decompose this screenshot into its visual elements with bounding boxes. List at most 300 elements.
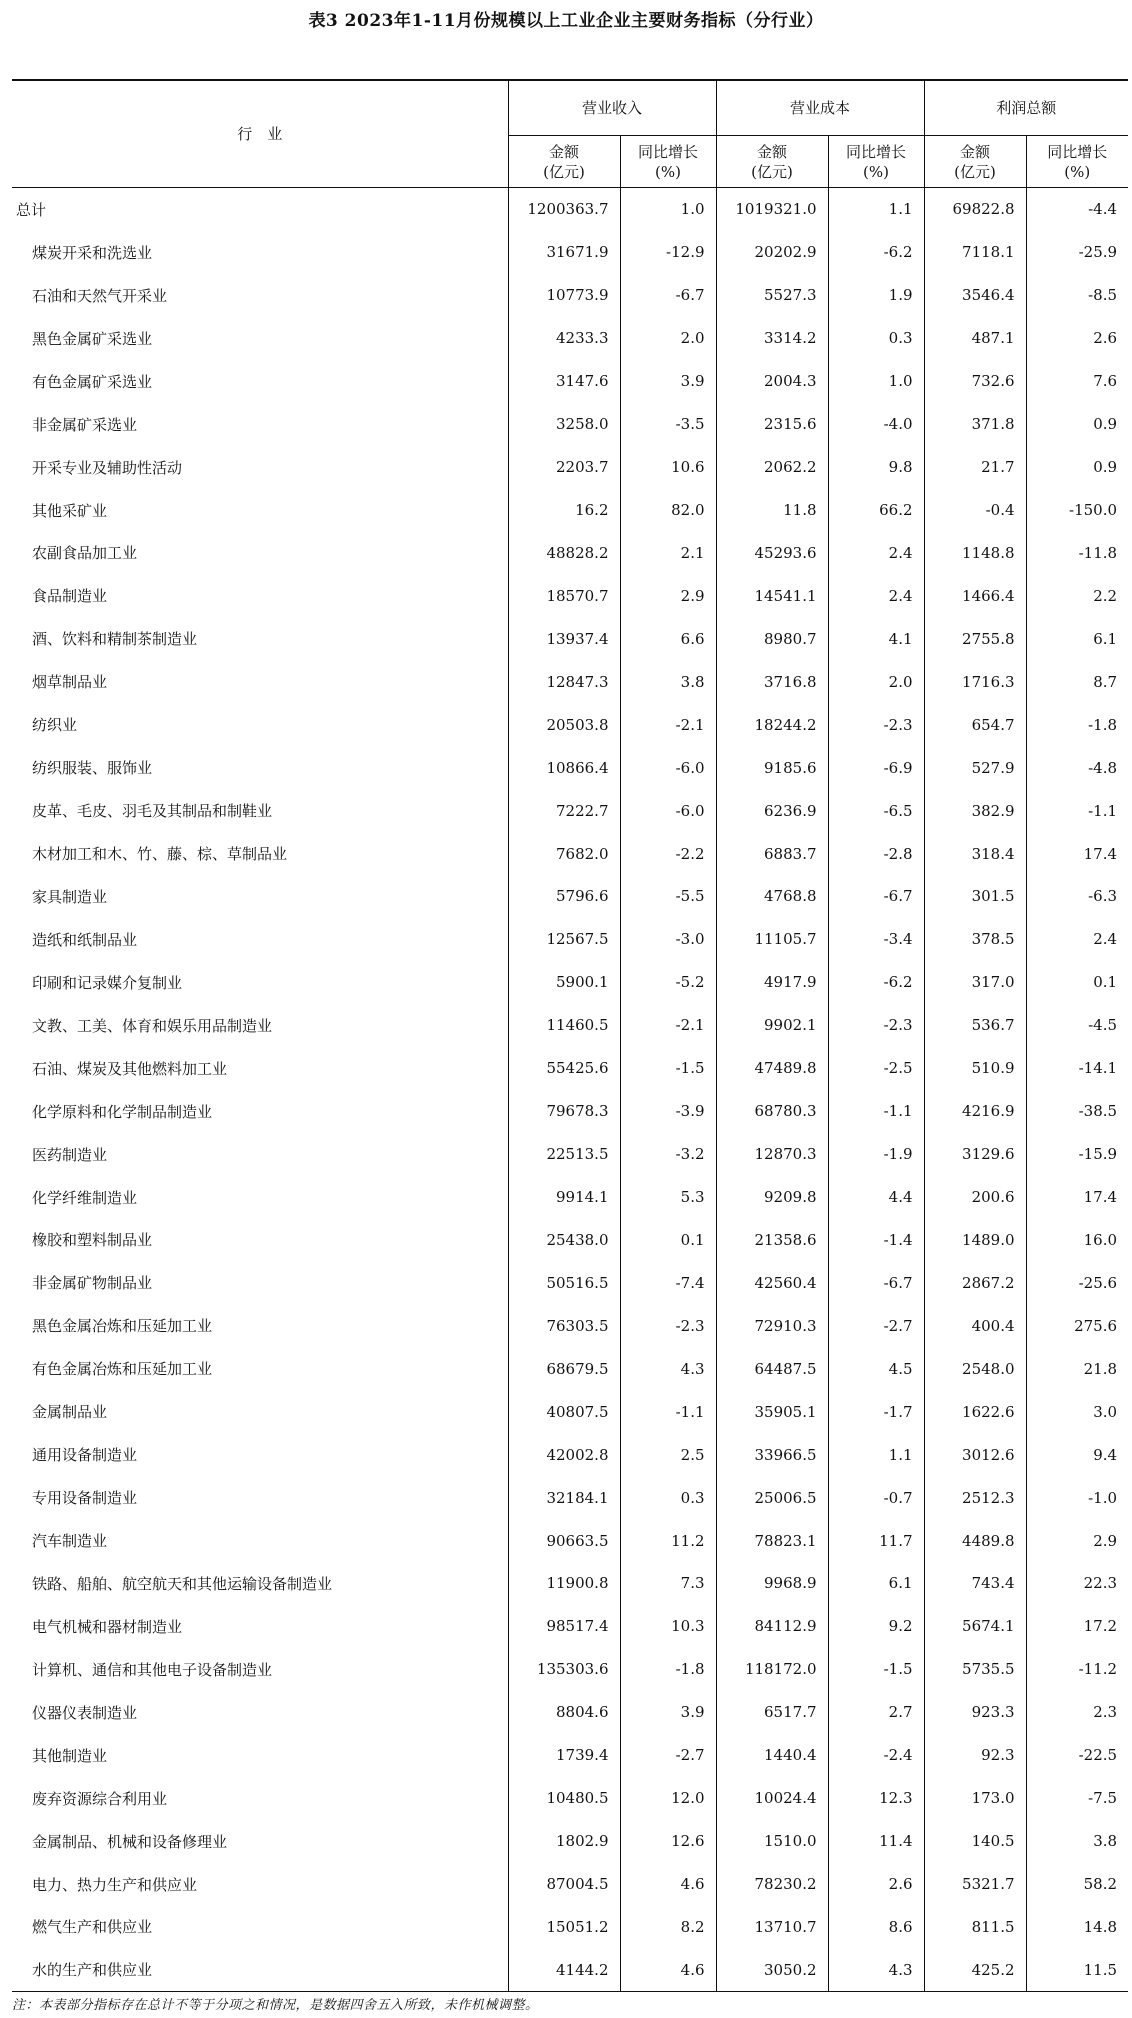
- cost-amount-cell: 1019321.0: [716, 188, 828, 231]
- revenue-growth-cell: 4.6: [620, 1948, 716, 1991]
- revenue-growth-cell: 10.3: [620, 1605, 716, 1648]
- profit-growth-header: 同比增长 (%): [1026, 136, 1128, 188]
- profit-growth-cell: 2.6: [1026, 317, 1128, 360]
- revenue-amount-cell: 4144.2: [508, 1948, 620, 1991]
- revenue-growth-cell: 3.9: [620, 360, 716, 403]
- industry-name: 其他采矿业: [32, 501, 108, 520]
- profit-amount-cell: 5674.1: [924, 1605, 1026, 1648]
- profit-growth-cell: -4.4: [1026, 188, 1128, 231]
- table-row: [12, 1433, 1128, 1476]
- revenue-growth-cell: -2.7: [620, 1734, 716, 1777]
- revenue-growth-cell: -5.5: [620, 875, 716, 918]
- cost-growth-cell: -2.3: [828, 1004, 924, 1047]
- cost-growth-cell: 2.6: [828, 1863, 924, 1906]
- cost-amount-cell: 6883.7: [716, 832, 828, 875]
- profit-growth-cell: 7.6: [1026, 360, 1128, 403]
- industry-name: 铁路、船舶、航空航天和其他运输设备制造业: [32, 1574, 333, 1593]
- revenue-growth-cell: 2.5: [620, 1433, 716, 1476]
- profit-growth-cell: 275.6: [1026, 1304, 1128, 1347]
- cost-growth-cell: -6.7: [828, 875, 924, 918]
- revenue-amount-cell: 13937.4: [508, 617, 620, 660]
- table-row: [12, 703, 1128, 746]
- cost-amount-cell: 9209.8: [716, 1176, 828, 1219]
- table-row: [12, 1519, 1128, 1562]
- revenue-amount-cell: 90663.5: [508, 1519, 620, 1562]
- table-row: [12, 832, 1128, 875]
- profit-amount-cell: 3012.6: [924, 1433, 1026, 1476]
- revenue-growth-cell: -2.1: [620, 703, 716, 746]
- cost-growth-cell: 2.0: [828, 660, 924, 703]
- cost-amount-cell: 35905.1: [716, 1390, 828, 1433]
- industry-header: 行 业: [12, 80, 508, 188]
- revenue-amount-cell: 76303.5: [508, 1304, 620, 1347]
- profit-growth-cell: -14.1: [1026, 1047, 1128, 1090]
- profit-amount-cell: 1466.4: [924, 574, 1026, 617]
- table-row: [12, 489, 1128, 532]
- profit-growth-cell: 17.4: [1026, 832, 1128, 875]
- cost-growth-cell: -2.7: [828, 1304, 924, 1347]
- revenue-amount-cell: 3258.0: [508, 403, 620, 446]
- cost-growth-cell: -1.9: [828, 1133, 924, 1176]
- industry-name: 总计: [16, 200, 47, 219]
- profit-growth-cell: 14.8: [1026, 1906, 1128, 1949]
- profit-growth-cell: -8.5: [1026, 274, 1128, 317]
- revenue-amount-cell: 98517.4: [508, 1605, 620, 1648]
- industry-name: 通用设备制造业: [32, 1446, 138, 1465]
- revenue-growth-cell: 82.0: [620, 489, 716, 532]
- revenue-growth-cell: -1.8: [620, 1648, 716, 1691]
- cost-amount-cell: 4768.8: [716, 875, 828, 918]
- revenue-amount-cell: 16.2: [508, 489, 620, 532]
- profit-growth-cell: 3.0: [1026, 1390, 1128, 1433]
- industry-name: 电力、热力生产和供应业: [32, 1875, 198, 1894]
- cost-growth-cell: 2.4: [828, 532, 924, 575]
- cost-amount-cell: 42560.4: [716, 1261, 828, 1304]
- cost-amount-cell: 8980.7: [716, 617, 828, 660]
- cost-amount-cell: 84112.9: [716, 1605, 828, 1648]
- profit-amount-cell: 92.3: [924, 1734, 1026, 1777]
- profit-growth-cell: 0.9: [1026, 446, 1128, 489]
- profit-amount-cell: 200.6: [924, 1176, 1026, 1219]
- cost-growth-cell: -6.9: [828, 746, 924, 789]
- table-row: [12, 317, 1128, 360]
- industry-name: 黑色金属冶炼和压延加工业: [32, 1317, 213, 1336]
- industry-name: 金属制品、机械和设备修理业: [32, 1832, 228, 1851]
- revenue-amount-cell: 50516.5: [508, 1261, 620, 1304]
- profit-growth-cell: 2.2: [1026, 574, 1128, 617]
- revenue-growth-cell: -2.3: [620, 1304, 716, 1347]
- revenue-amount-cell: 3147.6: [508, 360, 620, 403]
- profit-growth-cell: -4.5: [1026, 1004, 1128, 1047]
- industry-name: 专用设备制造业: [32, 1489, 138, 1508]
- profit-amount-cell: 371.8: [924, 403, 1026, 446]
- cost-growth-cell: 4.5: [828, 1347, 924, 1390]
- profit-growth-cell: 8.7: [1026, 660, 1128, 703]
- profit-growth-cell: -11.8: [1026, 532, 1128, 575]
- revenue-growth-cell: 6.6: [620, 617, 716, 660]
- cost-amount-cell: 78823.1: [716, 1519, 828, 1562]
- profit-amount-cell: 301.5: [924, 875, 1026, 918]
- revenue-amount-cell: 22513.5: [508, 1133, 620, 1176]
- profit-amount-cell: 140.5: [924, 1820, 1026, 1863]
- industry-name: 家具制造业: [32, 887, 108, 906]
- table-row: [12, 1304, 1128, 1347]
- industry-name: 电气机械和器材制造业: [32, 1617, 183, 1636]
- table-row: [12, 1133, 1128, 1176]
- profit-amount-cell: 2755.8: [924, 617, 1026, 660]
- profit-amount-cell: 654.7: [924, 703, 1026, 746]
- revenue-amount-cell: 31671.9: [508, 231, 620, 274]
- revenue-amount-cell: 42002.8: [508, 1433, 620, 1476]
- revenue-growth-cell: 12.6: [620, 1820, 716, 1863]
- revenue-amount-cell: 11900.8: [508, 1562, 620, 1605]
- table-row: [12, 746, 1128, 789]
- table-row: [12, 360, 1128, 403]
- cost-amount-cell: 20202.9: [716, 231, 828, 274]
- profit-amount-cell: 425.2: [924, 1948, 1026, 1991]
- revenue-amount-cell: 40807.5: [508, 1390, 620, 1433]
- profit-amount-cell: 2548.0: [924, 1347, 1026, 1390]
- cost-growth-cell: -6.7: [828, 1261, 924, 1304]
- industry-name: 仪器仪表制造业: [32, 1703, 138, 1722]
- industry-name: 酒、饮料和精制茶制造业: [32, 630, 198, 649]
- profit-growth-cell: -6.3: [1026, 875, 1128, 918]
- cost-amount-cell: 14541.1: [716, 574, 828, 617]
- cost-growth-cell: 8.6: [828, 1906, 924, 1949]
- revenue-amount-cell: 55425.6: [508, 1047, 620, 1090]
- profit-amount-cell: 382.9: [924, 789, 1026, 832]
- profit-amount-cell: 811.5: [924, 1906, 1026, 1949]
- revenue-amount-cell: 10773.9: [508, 274, 620, 317]
- profit-amount-cell: 923.3: [924, 1691, 1026, 1734]
- cost-amount-cell: 3716.8: [716, 660, 828, 703]
- cost-amount-cell: 2315.6: [716, 403, 828, 446]
- table-row: [12, 1476, 1128, 1519]
- cost-growth-cell: -1.4: [828, 1219, 924, 1262]
- table-row: [12, 1906, 1128, 1949]
- cost-amount-cell: 1440.4: [716, 1734, 828, 1777]
- profit-amount-cell: 743.4: [924, 1562, 1026, 1605]
- industry-name: 非金属矿物制品业: [32, 1274, 153, 1293]
- profit-amount-cell: 21.7: [924, 446, 1026, 489]
- revenue-growth-cell: 11.2: [620, 1519, 716, 1562]
- industry-name: 废弃资源综合利用业: [32, 1789, 168, 1808]
- profit-amount-cell: 536.7: [924, 1004, 1026, 1047]
- table-row: [12, 1820, 1128, 1863]
- industry-name: 计算机、通信和其他电子设备制造业: [32, 1660, 273, 1679]
- revenue-amount-cell: 5900.1: [508, 961, 620, 1004]
- cost-amount-cell: 9968.9: [716, 1562, 828, 1605]
- table-row: [12, 918, 1128, 961]
- profit-amount-cell: 69822.8: [924, 188, 1026, 231]
- cost-amount-cell: 45293.6: [716, 532, 828, 575]
- cost-growth-cell: 4.3: [828, 1948, 924, 1991]
- table-row: [12, 1219, 1128, 1262]
- cost-amount-cell: 72910.3: [716, 1304, 828, 1347]
- cost-amount-header: 金额 (亿元): [716, 136, 828, 188]
- profit-growth-cell: 6.1: [1026, 617, 1128, 660]
- profit-amount-cell: 1716.3: [924, 660, 1026, 703]
- profit-amount-cell: 2867.2: [924, 1261, 1026, 1304]
- profit-amount-cell: 732.6: [924, 360, 1026, 403]
- revenue-growth-cell: -1.5: [620, 1047, 716, 1090]
- industry-name: 医药制造业: [32, 1145, 108, 1164]
- profit-amount-cell: 527.9: [924, 746, 1026, 789]
- revenue-growth-cell: -3.0: [620, 918, 716, 961]
- table-row: [12, 875, 1128, 918]
- table-row: [12, 1176, 1128, 1219]
- cost-amount-cell: 68780.3: [716, 1090, 828, 1133]
- cost-amount-cell: 9902.1: [716, 1004, 828, 1047]
- profit-amount-cell: 5735.5: [924, 1648, 1026, 1691]
- profit-growth-cell: 16.0: [1026, 1219, 1128, 1262]
- cost-amount-cell: 5527.3: [716, 274, 828, 317]
- profit-growth-cell: 58.2: [1026, 1863, 1128, 1906]
- cost-amount-cell: 6236.9: [716, 789, 828, 832]
- revenue-amount-cell: 135303.6: [508, 1648, 620, 1691]
- profit-amount-cell: 317.0: [924, 961, 1026, 1004]
- revenue-growth-cell: 5.3: [620, 1176, 716, 1219]
- revenue-amount-cell: 4233.3: [508, 317, 620, 360]
- profit-growth-cell: 17.2: [1026, 1605, 1128, 1648]
- industry-name: 石油、煤炭及其他燃料加工业: [32, 1059, 228, 1078]
- table-row: [12, 961, 1128, 1004]
- cost-growth-cell: 4.1: [828, 617, 924, 660]
- profit-growth-cell: 21.8: [1026, 1347, 1128, 1390]
- industry-name: 食品制造业: [32, 587, 108, 606]
- cost-growth-cell: 9.8: [828, 446, 924, 489]
- cost-amount-cell: 9185.6: [716, 746, 828, 789]
- table-row: [12, 789, 1128, 832]
- industry-name: 煤炭开采和洗选业: [32, 243, 153, 262]
- cost-amount-cell: 1510.0: [716, 1820, 828, 1863]
- revenue-amount-cell: 11460.5: [508, 1004, 620, 1047]
- profit-growth-cell: 0.1: [1026, 961, 1128, 1004]
- profit-amount-cell: 5321.7: [924, 1863, 1026, 1906]
- profit-growth-cell: 17.4: [1026, 1176, 1128, 1219]
- cost-group-header: 营业成本: [716, 80, 924, 136]
- profit-growth-cell: -1.8: [1026, 703, 1128, 746]
- profit-amount-cell: 487.1: [924, 317, 1026, 360]
- revenue-growth-header: 同比增长 (%): [620, 136, 716, 188]
- table-row: [12, 403, 1128, 446]
- revenue-amount-cell: 25438.0: [508, 1219, 620, 1262]
- revenue-amount-cell: 8804.6: [508, 1691, 620, 1734]
- industry-name: 开采专业及辅助性活动: [32, 458, 183, 477]
- industry-name: 印刷和记录媒介复制业: [32, 973, 183, 992]
- industry-name: 纺织业: [32, 716, 78, 735]
- table-row: [12, 188, 1128, 231]
- cost-growth-cell: -2.3: [828, 703, 924, 746]
- industry-name: 木材加工和木、竹、藤、棕、草制品业: [32, 845, 288, 864]
- profit-amount-cell: 378.5: [924, 918, 1026, 961]
- revenue-amount-cell: 9914.1: [508, 1176, 620, 1219]
- revenue-growth-cell: 4.3: [620, 1347, 716, 1390]
- cost-amount-cell: 12870.3: [716, 1133, 828, 1176]
- cost-growth-cell: 1.1: [828, 188, 924, 231]
- industry-name: 农副食品加工业: [32, 544, 138, 563]
- industry-name: 烟草制品业: [32, 673, 108, 692]
- revenue-growth-cell: -6.0: [620, 746, 716, 789]
- profit-amount-cell: 3129.6: [924, 1133, 1026, 1176]
- table-row: [12, 574, 1128, 617]
- cost-amount-cell: 10024.4: [716, 1777, 828, 1820]
- table-row: [12, 1261, 1128, 1304]
- revenue-growth-cell: 12.0: [620, 1777, 716, 1820]
- cost-amount-cell: 2004.3: [716, 360, 828, 403]
- revenue-growth-cell: 8.2: [620, 1906, 716, 1949]
- industry-name: 金属制品业: [32, 1403, 108, 1422]
- cost-growth-cell: -4.0: [828, 403, 924, 446]
- cost-growth-cell: 9.2: [828, 1605, 924, 1648]
- revenue-amount-cell: 79678.3: [508, 1090, 620, 1133]
- profit-amount-cell: 4216.9: [924, 1090, 1026, 1133]
- cost-amount-cell: 47489.8: [716, 1047, 828, 1090]
- profit-growth-cell: -15.9: [1026, 1133, 1128, 1176]
- cost-amount-cell: 33966.5: [716, 1433, 828, 1476]
- cost-growth-cell: -0.7: [828, 1476, 924, 1519]
- table-row: [12, 1390, 1128, 1433]
- cost-amount-cell: 118172.0: [716, 1648, 828, 1691]
- cost-growth-cell: -6.2: [828, 961, 924, 1004]
- profit-amount-cell: 510.9: [924, 1047, 1026, 1090]
- cost-amount-cell: 18244.2: [716, 703, 828, 746]
- industry-name: 纺织服装、服饰业: [32, 759, 153, 778]
- revenue-growth-cell: -12.9: [620, 231, 716, 274]
- revenue-growth-cell: -1.1: [620, 1390, 716, 1433]
- cost-growth-cell: 6.1: [828, 1562, 924, 1605]
- profit-growth-cell: -150.0: [1026, 489, 1128, 532]
- profit-growth-cell: 22.3: [1026, 1562, 1128, 1605]
- profit-amount-header: 金额 (亿元): [924, 136, 1026, 188]
- cost-amount-cell: 21358.6: [716, 1219, 828, 1262]
- revenue-growth-cell: -2.1: [620, 1004, 716, 1047]
- table-row: [12, 1562, 1128, 1605]
- revenue-amount-cell: 68679.5: [508, 1347, 620, 1390]
- cost-growth-cell: 4.4: [828, 1176, 924, 1219]
- table-row: [12, 1004, 1128, 1047]
- industry-name: 有色金属冶炼和压延加工业: [32, 1360, 213, 1379]
- profit-amount-cell: 173.0: [924, 1777, 1026, 1820]
- revenue-amount-cell: 2203.7: [508, 446, 620, 489]
- profit-growth-cell: 11.5: [1026, 1948, 1128, 1991]
- table-row: [12, 1347, 1128, 1390]
- industry-name: 皮革、毛皮、羽毛及其制品和制鞋业: [32, 802, 273, 821]
- revenue-amount-cell: 10866.4: [508, 746, 620, 789]
- table-row: [12, 274, 1128, 317]
- cost-amount-cell: 78230.2: [716, 1863, 828, 1906]
- revenue-growth-cell: -6.7: [620, 274, 716, 317]
- cost-growth-cell: 11.7: [828, 1519, 924, 1562]
- cost-growth-cell: -1.7: [828, 1390, 924, 1433]
- cost-growth-cell: -6.5: [828, 789, 924, 832]
- industry-name: 文教、工美、体育和娱乐用品制造业: [32, 1016, 273, 1035]
- profit-amount-cell: 400.4: [924, 1304, 1026, 1347]
- table-row: [12, 1090, 1128, 1133]
- profit-growth-cell: -1.1: [1026, 789, 1128, 832]
- revenue-growth-cell: 3.8: [620, 660, 716, 703]
- cost-growth-cell: -3.4: [828, 918, 924, 961]
- cost-amount-cell: 6517.7: [716, 1691, 828, 1734]
- revenue-growth-cell: 0.1: [620, 1219, 716, 1262]
- industry-name: 化学原料和化学制品制造业: [32, 1102, 213, 1121]
- revenue-amount-cell: 48828.2: [508, 532, 620, 575]
- revenue-amount-cell: 12567.5: [508, 918, 620, 961]
- revenue-growth-cell: 2.9: [620, 574, 716, 617]
- cost-amount-cell: 64487.5: [716, 1347, 828, 1390]
- profit-growth-cell: 0.9: [1026, 403, 1128, 446]
- industry-name: 汽车制造业: [32, 1532, 108, 1551]
- revenue-amount-cell: 10480.5: [508, 1777, 620, 1820]
- industry-name: 黑色金属矿采选业: [32, 329, 153, 348]
- profit-growth-cell: 9.4: [1026, 1433, 1128, 1476]
- revenue-growth-cell: -2.2: [620, 832, 716, 875]
- industry-name: 橡胶和塑料制品业: [32, 1231, 153, 1250]
- revenue-amount-cell: 1739.4: [508, 1734, 620, 1777]
- industry-name: 化学纤维制造业: [32, 1188, 138, 1207]
- cost-amount-cell: 2062.2: [716, 446, 828, 489]
- revenue-growth-cell: 4.6: [620, 1863, 716, 1906]
- table-body: [12, 188, 1128, 1992]
- table-row: [12, 1605, 1128, 1648]
- table-row: [12, 1863, 1128, 1906]
- table-row: [12, 617, 1128, 660]
- industry-name: 非金属矿采选业: [32, 415, 138, 434]
- revenue-growth-cell: 2.1: [620, 532, 716, 575]
- cost-growth-cell: 1.1: [828, 1433, 924, 1476]
- revenue-growth-cell: -3.5: [620, 403, 716, 446]
- revenue-growth-cell: 3.9: [620, 1691, 716, 1734]
- revenue-amount-cell: 18570.7: [508, 574, 620, 617]
- profit-growth-cell: -25.9: [1026, 231, 1128, 274]
- revenue-amount-cell: 5796.6: [508, 875, 620, 918]
- revenue-amount-cell: 1802.9: [508, 1820, 620, 1863]
- revenue-growth-cell: -6.0: [620, 789, 716, 832]
- profit-group-header: 利润总额: [924, 80, 1128, 136]
- revenue-amount-cell: 32184.1: [508, 1476, 620, 1519]
- profit-amount-cell: 4489.8: [924, 1519, 1026, 1562]
- cost-growth-cell: 66.2: [828, 489, 924, 532]
- cost-growth-cell: 2.4: [828, 574, 924, 617]
- revenue-group-header: 营业收入: [508, 80, 716, 136]
- revenue-growth-cell: -3.2: [620, 1133, 716, 1176]
- cost-growth-header: 同比增长 (%): [828, 136, 924, 188]
- revenue-amount-cell: 12847.3: [508, 660, 620, 703]
- industry-name: 石油和天然气开采业: [32, 286, 168, 305]
- profit-amount-cell: 2512.3: [924, 1476, 1026, 1519]
- revenue-growth-cell: -3.9: [620, 1090, 716, 1133]
- revenue-amount-cell: 87004.5: [508, 1863, 620, 1906]
- profit-growth-cell: -11.2: [1026, 1648, 1128, 1691]
- industry-name: 其他制造业: [32, 1746, 108, 1765]
- revenue-amount-cell: 20503.8: [508, 703, 620, 746]
- cost-growth-cell: -2.4: [828, 1734, 924, 1777]
- profit-amount-cell: 1622.6: [924, 1390, 1026, 1433]
- table-row: [12, 1047, 1128, 1090]
- footnote: 注：本表部分指标存在总计不等于分项之和情况，是数据四舍五入所致，未作机械调整。: [12, 1998, 539, 2013]
- cost-growth-cell: -2.5: [828, 1047, 924, 1090]
- revenue-amount-header: 金额 (亿元): [508, 136, 620, 188]
- profit-growth-cell: 3.8: [1026, 1820, 1128, 1863]
- financial-indicators-table: [12, 79, 1128, 1992]
- profit-growth-cell: -4.8: [1026, 746, 1128, 789]
- profit-amount-cell: 1489.0: [924, 1219, 1026, 1262]
- profit-growth-cell: -25.6: [1026, 1261, 1128, 1304]
- table-row: [12, 532, 1128, 575]
- revenue-growth-cell: -7.4: [620, 1261, 716, 1304]
- table-row: [12, 1648, 1128, 1691]
- table-row: [12, 1777, 1128, 1820]
